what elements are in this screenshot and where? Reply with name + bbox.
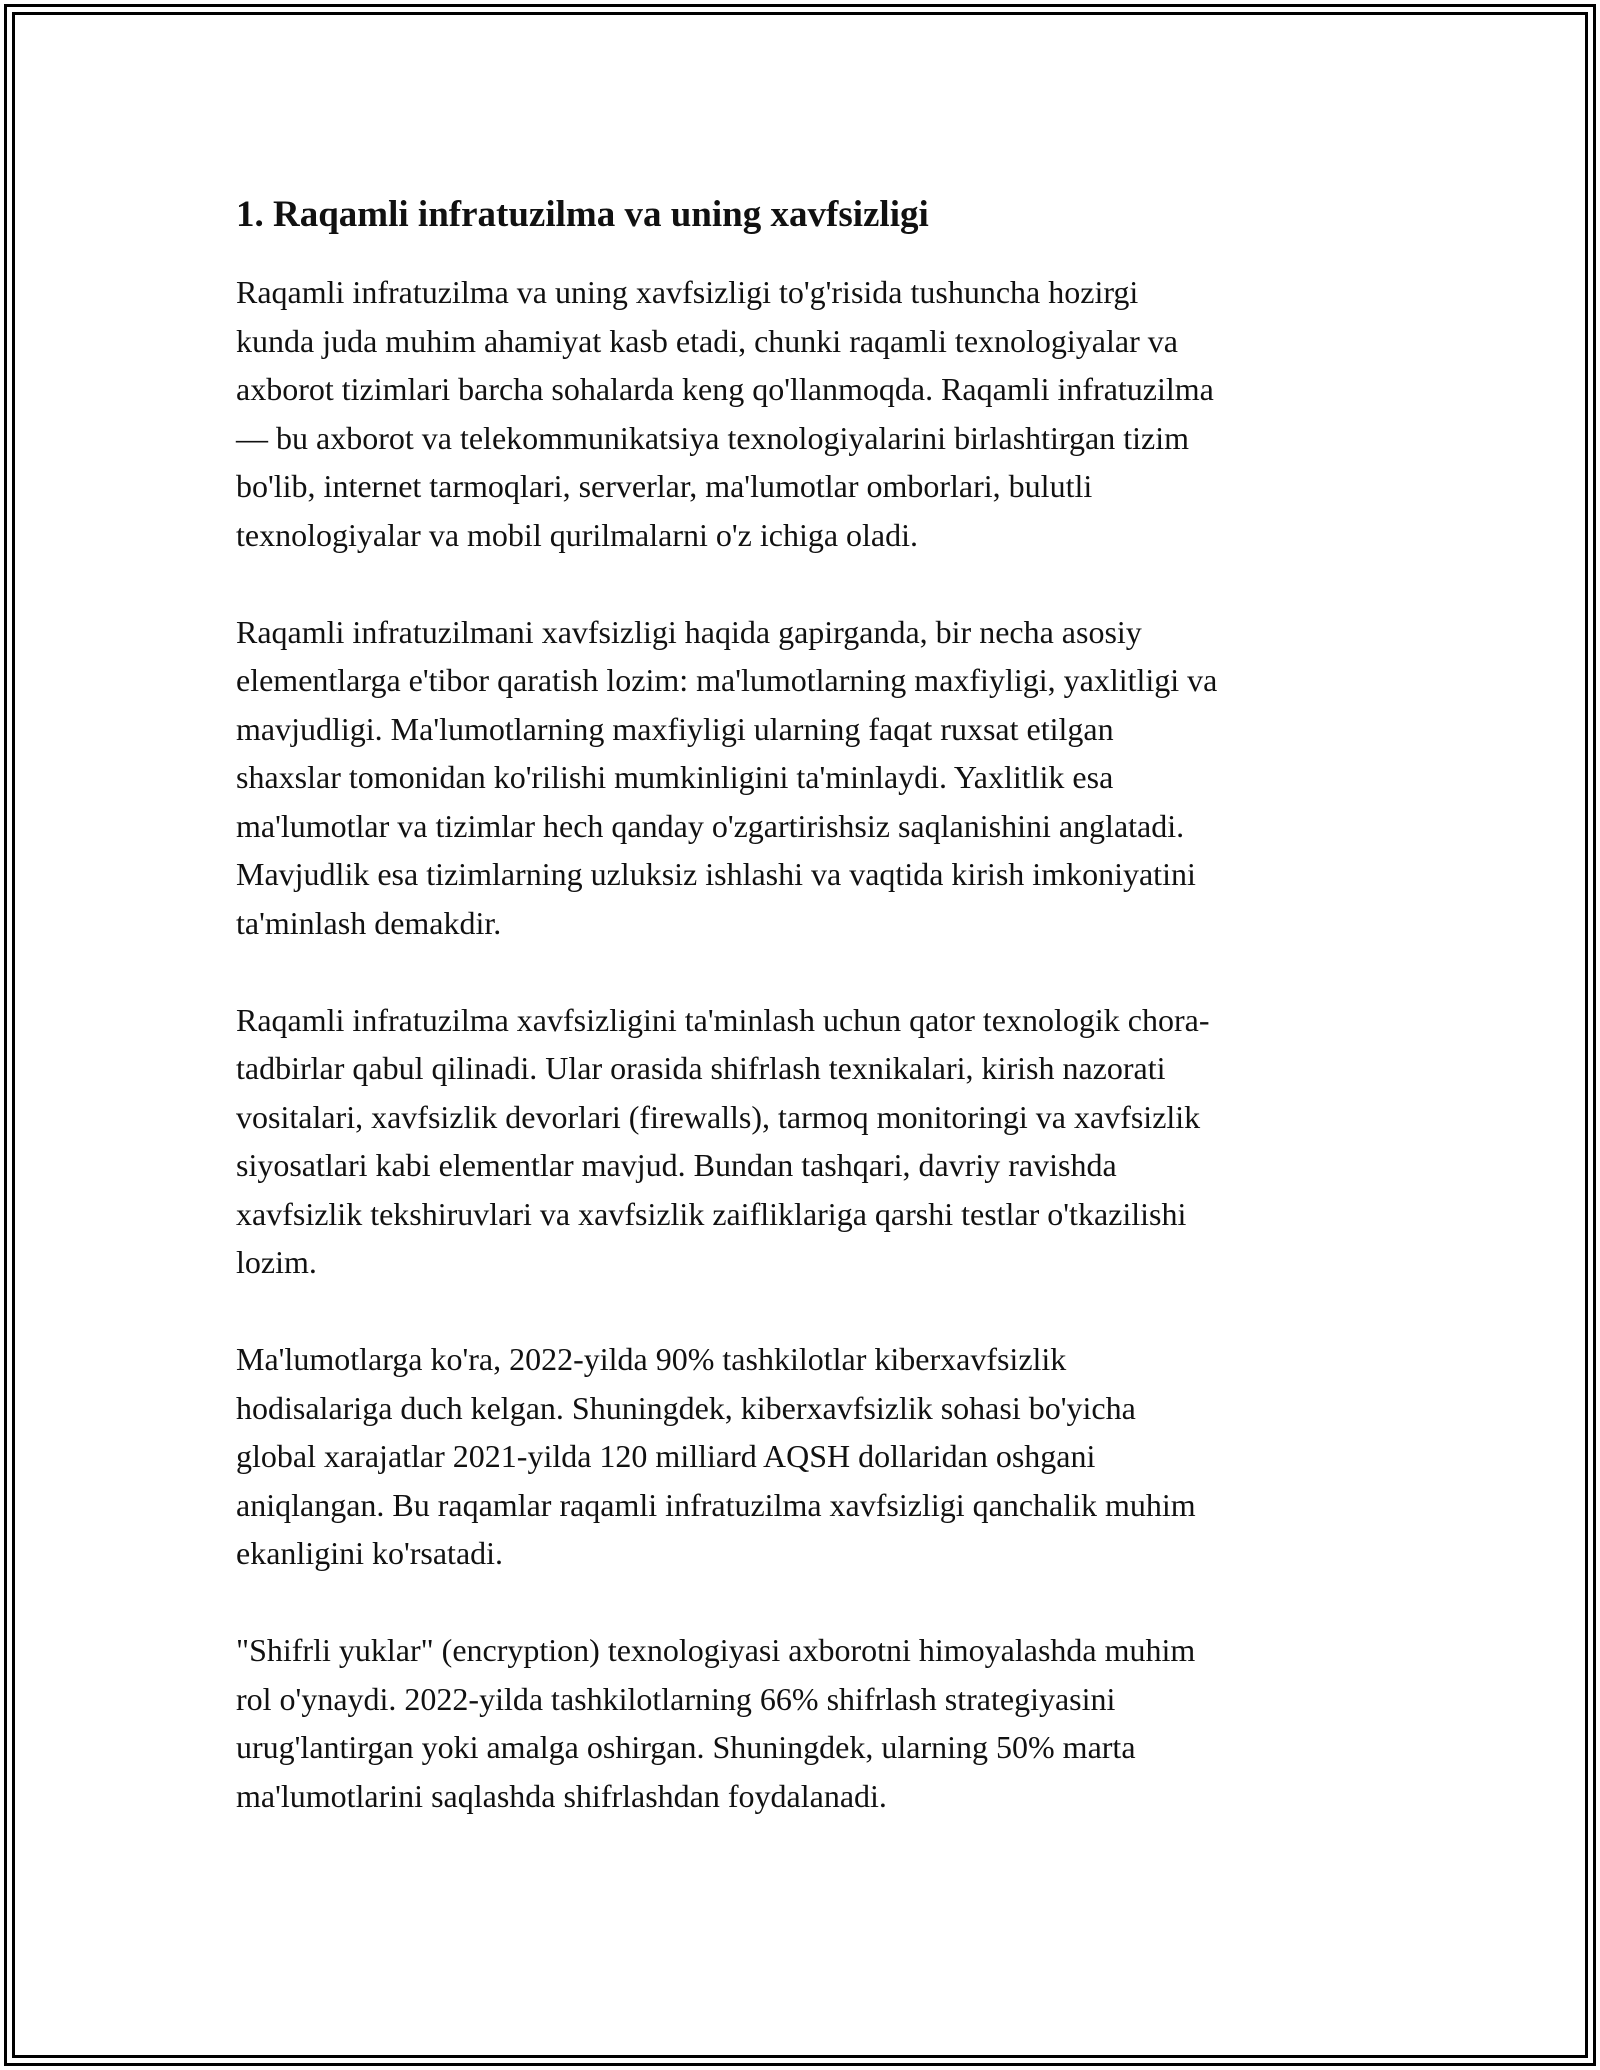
paragraph-4 [236,1335,1376,1578]
paragraph-2 [236,608,1376,948]
text-line: lozim. [236,1244,317,1280]
text-line: tadbirlar qabul qilinadi. Ular orasida shifrlash texnikalari, kirish nazorati [236,1050,1166,1086]
text-line: Raqamli infratuzilmani xavfsizligi haqida gapirganda, bir necha asosiy [236,613,1142,650]
text-line: shaxslar tomonidan ko'rilishi mumkinligini ta'minlaydi. Yaxlitlik esa [236,759,1114,795]
paragraph-3 [236,996,1376,1287]
paragraph-5 [236,1626,1376,1820]
text-line: Raqamli infratuzilma xavfsizligini ta'minlash uchun qator texnologik chora- [236,1001,1210,1038]
text-line: Ma'lumotlarga ko'ra, 2022-yilda 90% tashkilotlar kiberxavfsizlik [236,1341,1067,1377]
text-line: ma'lumotlar va tizimlar hech qanday o'zgartirishsiz saqlanishini anglatadi. [236,807,1185,844]
section-heading: 1. Raqamli infratuzilma va uning xavfsizligi [236,194,929,235]
text-line: "Shifrli yuklar" (encryption) texnologiyasi axborotni himoyalashda muhim [236,1632,1196,1668]
text-line: siyosatlari kabi elementlar mavjud. Bundan tashqari, davriy ravishda [236,1147,1117,1183]
text-line: mavjudligi. Ma'lumotlarning maxfiyligi ularning faqat ruxsat etilgan [236,710,1114,747]
text-line: texnologiyalar va mobil qurilmalarni o'z ichiga oladi. [236,516,919,553]
text-line: Raqamli infratuzilma va uning xavfsizligi to'g'risida tushuncha hozirgi [236,274,1139,310]
text-line: ekanligini ko'rsatadi. [236,1535,504,1571]
paragraph-1 [236,268,1376,559]
text-line: hodisalariga duch kelgan. Shuningdek, kiberxavfsizlik sohasi bo'yicha [236,1389,1136,1426]
text-line: global xarajatlar 2021-yilda 120 milliard AQSH dollaridan oshgani [236,1438,1096,1474]
text-line: ta'minlash demakdir. [236,904,502,941]
text-line: xavfsizlik tekshiruvlari va xavfsizlik zaifliklariga qarshi testlar o'tkazilishi [236,1195,1187,1232]
text-line: Mavjudlik esa tizimlarning uzluksiz ishlashi va vaqtida kirish imkoniyatini [236,856,1196,892]
text-line: — bu axborot va telekommunikatsiya texnologiyalarini birlashtirgan tizim [236,419,1189,456]
text-line: axborot tizimlari barcha sohalarda keng qo'llanmoqda. Raqamli infratuzilma [236,371,1214,407]
text-line: ma'lumotlarini saqlashda shifrlashdan foydalanadi. [236,1777,887,1814]
text-line: kunda juda muhim ahamiyat kasb etadi, chunki raqamli texnologiyalar va [236,322,1178,359]
text-line: rol o'ynaydi. 2022-yilda tashkilotlarning 66% shifrlash strategiyasini [236,1680,1116,1717]
text-line: aniqlangan. Bu raqamlar raqamli infratuzilma xavfsizligi qanchalik muhim [236,1486,1196,1523]
document-body [236,188,1376,1869]
text-line: urug'lantirgan yoki amalga oshirgan. Shuningdek, ularning 50% marta [236,1729,1136,1765]
text-line: vositalari, xavfsizlik devorlari (firewalls), tarmoq monitoringi va xavfsizlik [236,1098,1201,1135]
text-line: elementlarga e'tibor qaratish lozim: ma'lumotlarning maxfiyligi, yaxlitligi va [236,662,1218,698]
text-line: bo'lib, internet tarmoqlari, serverlar, ma'lumotlar omborlari, bulutli [236,468,1093,504]
